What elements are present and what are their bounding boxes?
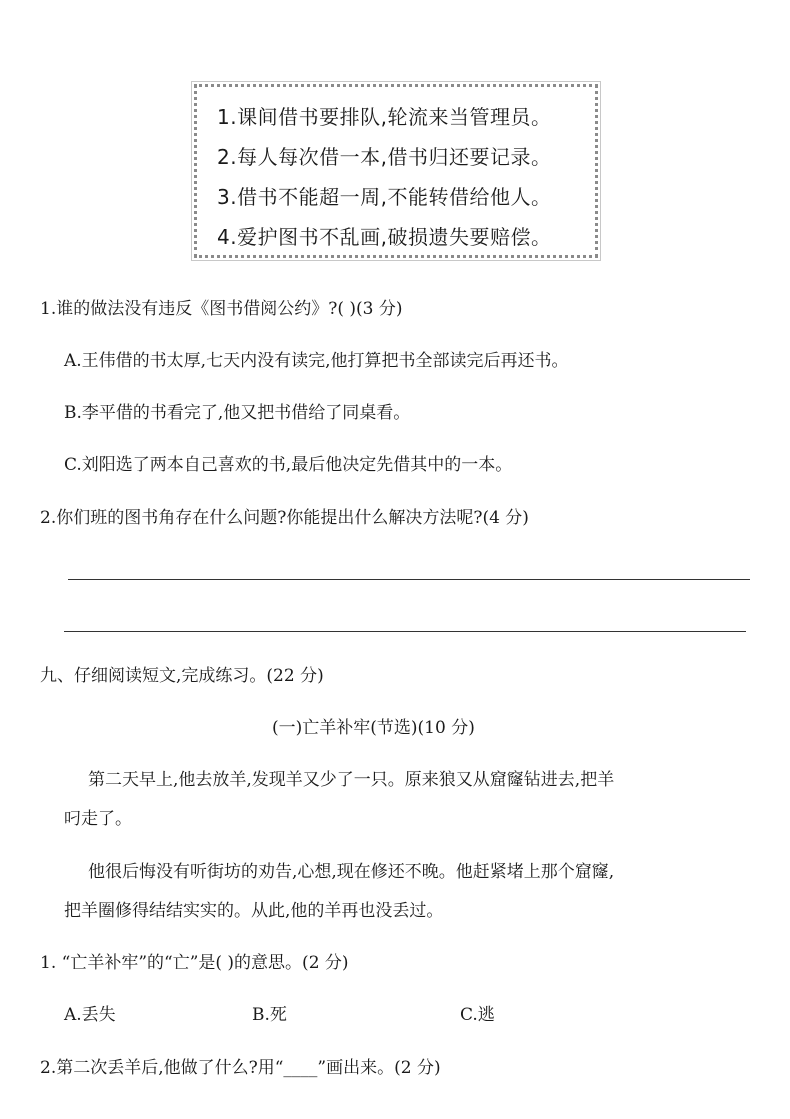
question-1-option-c[interactable]: C.刘阳选了两本自己喜欢的书,最后他决定先借其中的一本。 [64, 455, 513, 475]
sub-question-1-option-a[interactable]: A.丢失 [64, 1005, 116, 1025]
rule-item-4: 4.爱护图书不乱画,破损遗失要赔偿。 [217, 225, 552, 249]
passage-paragraph-2-line-2: 把羊圈修得结结实实的。从此,他的羊再也没丢过。 [64, 901, 444, 921]
sub-question-2-stem: 2.第二次丢羊后,他做了什么?用“____”画出来。(2 分) [40, 1058, 441, 1078]
section-9-heading: 九、仔细阅读短文,完成练习。(22 分) [40, 666, 324, 686]
question-1-option-b[interactable]: B.李平借的书看完了,他又把书借给了同桌看。 [64, 403, 411, 423]
question-2-stem: 2.你们班的图书角存在什么问题?你能提出什么解决方法呢?(4 分) [40, 508, 529, 528]
sub-question-1-option-b[interactable]: B.死 [252, 1005, 287, 1025]
passage-paragraph-1-line-2: 叼走了。 [64, 809, 132, 829]
answer-line-1[interactable] [68, 579, 750, 580]
question-1-stem: 1.谁的做法没有违反《图书借阅公约》?( )(3 分) [40, 299, 403, 319]
passage-paragraph-2-line-1: 他很后悔没有听街坊的劝告,心想,现在修还不晚。他赶紧堵上那个窟窿, [88, 862, 615, 882]
rule-item-1: 1.课间借书要排队,轮流来当管理员。 [217, 105, 552, 129]
passage-paragraph-1-line-1: 第二天早上,他去放羊,发现羊又少了一只。原来狼又从窟窿钻进去,把羊 [88, 770, 615, 790]
passage-title: (一)亡羊补牢(节选)(10 分) [272, 718, 475, 738]
answer-line-2[interactable] [64, 631, 746, 632]
rule-item-3: 3.借书不能超一周,不能转借给他人。 [217, 185, 552, 209]
sub-question-1-option-c[interactable]: C.逃 [460, 1005, 495, 1025]
sub-question-1-stem: 1. “亡羊补牢”的“亡”是( )的意思。(2 分) [40, 953, 349, 973]
question-1-option-a[interactable]: A.王伟借的书太厚,七天内没有读完,他打算把书全部读完后再还书。 [64, 351, 569, 371]
library-rules-box [194, 84, 598, 258]
rule-item-2: 2.每人每次借一本,借书归还要记录。 [217, 145, 552, 169]
